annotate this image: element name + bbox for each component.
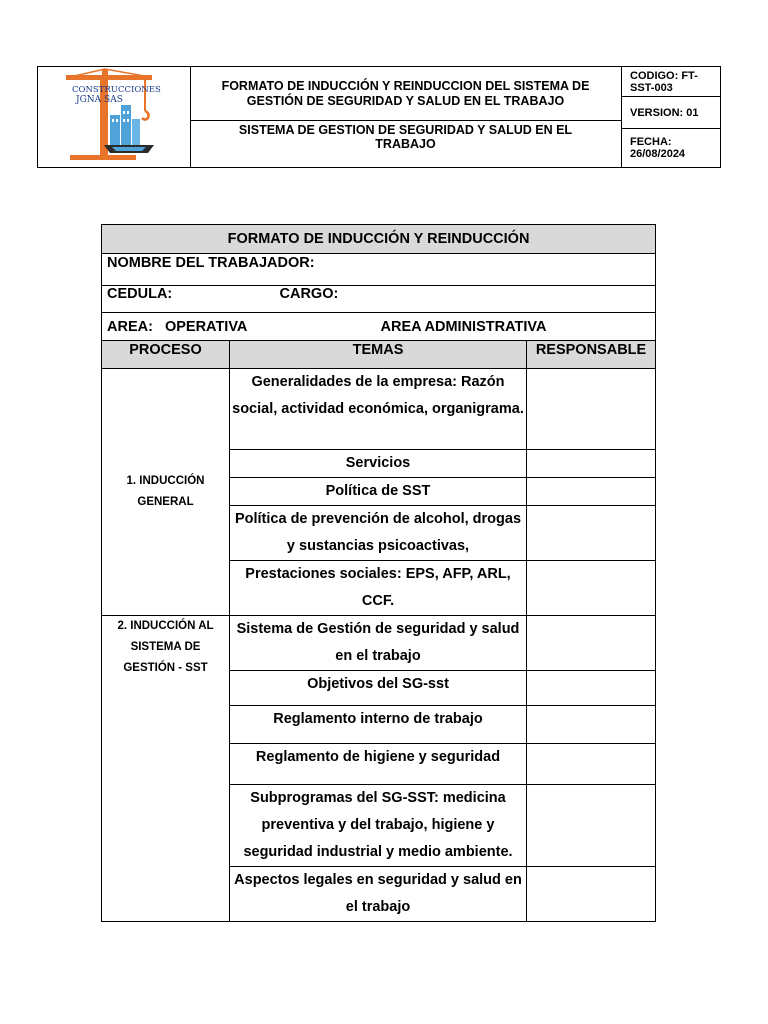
responsable-cell[interactable] xyxy=(527,506,656,561)
tema-cell: Aspectos legales en seguridad y salud en el trabajo xyxy=(230,867,527,922)
area-administrativa-option[interactable]: AREA ADMINISTRATIVA xyxy=(380,318,547,335)
responsable-cell[interactable] xyxy=(527,785,656,867)
proceso-cell xyxy=(102,369,230,616)
tema-cell: Reglamento de higiene y seguridad xyxy=(230,744,527,785)
responsable-cell[interactable] xyxy=(527,616,656,671)
header-fecha: FECHA: 26/08/2024 xyxy=(630,136,686,160)
cedula-cargo-row xyxy=(102,286,656,313)
header-codigo: CODIGO: FT-SST-003 xyxy=(622,67,720,97)
tema-cell: Prestaciones sociales: EPS, AFP, ARL, CCF. xyxy=(230,561,527,616)
header-title-main: FORMATO DE INDUCCIÓN Y REINDUCCION DEL SISTEMA DE GESTIÓN DE SEGURIDAD Y SALUD EN EL TRABAJO xyxy=(190,67,622,121)
tema-cell: Subprogramas del SG-SST: medicina preventiva y del trabajo, higiene y seguridad industrial y medio ambiente. xyxy=(230,785,527,867)
responsable-cell[interactable] xyxy=(527,671,656,706)
worker-name-field[interactable] xyxy=(102,254,656,286)
tema-cell: Política de SST xyxy=(230,478,527,506)
cedula-label[interactable]: CEDULA: xyxy=(107,286,173,302)
responsable-cell[interactable] xyxy=(527,369,656,450)
responsable-cell[interactable] xyxy=(527,450,656,478)
table-row xyxy=(102,369,656,450)
header-title-sub: SISTEMA DE GESTION DE SEGURIDAD Y SALUD EN EL TRABAJO xyxy=(190,121,622,167)
column-header-proceso: PROCESO xyxy=(102,341,230,369)
logo-cell xyxy=(38,67,191,167)
proceso-cell xyxy=(102,616,230,922)
responsable-cell[interactable] xyxy=(527,561,656,616)
form-title: FORMATO DE INDUCCIÓN Y REINDUCCIÓN xyxy=(102,225,656,254)
logo-text-line1: CONSTRUCCIONES xyxy=(72,85,161,95)
tema-cell: Generalidades de la empresa: Razón social, actividad económica, organigrama. xyxy=(230,369,527,450)
proceso-label: 2. INDUCCIÓN AL SISTEMA DE GESTIÓN - SST xyxy=(117,620,214,674)
tema-cell: Sistema de Gestión de seguridad y salud en el trabajo xyxy=(230,616,527,671)
area-label: AREA: xyxy=(107,318,153,335)
area-operativa-option[interactable]: OPERATIVA xyxy=(164,318,248,335)
induction-form-table xyxy=(101,224,656,922)
responsable-cell[interactable] xyxy=(527,867,656,922)
header-version: VERSION: 01 xyxy=(622,97,720,129)
proceso-label: 1. INDUCCIÓN GENERAL xyxy=(126,475,205,508)
responsable-cell[interactable] xyxy=(527,478,656,506)
company-logo xyxy=(62,67,166,167)
tema-cell: Política de prevención de alcohol, drogas y sustancias psicoactivas, xyxy=(230,506,527,561)
table-row xyxy=(102,616,656,671)
document-header xyxy=(37,66,721,168)
cargo-label[interactable]: CARGO: xyxy=(279,286,339,302)
responsable-cell[interactable] xyxy=(527,744,656,785)
worker-name-label: NOMBRE DEL TRABAJADOR: xyxy=(107,255,315,271)
area-row xyxy=(102,313,656,341)
tema-cell: Reglamento interno de trabajo xyxy=(230,706,527,744)
column-header-temas: TEMAS xyxy=(230,341,527,369)
tema-cell: Objetivos del SG-sst xyxy=(230,671,527,706)
logo-text-line2: JGNA SAS xyxy=(76,95,123,105)
column-header-responsable: RESPONSABLE xyxy=(527,341,656,369)
tema-cell: Servicios xyxy=(230,450,527,478)
responsable-cell[interactable] xyxy=(527,706,656,744)
